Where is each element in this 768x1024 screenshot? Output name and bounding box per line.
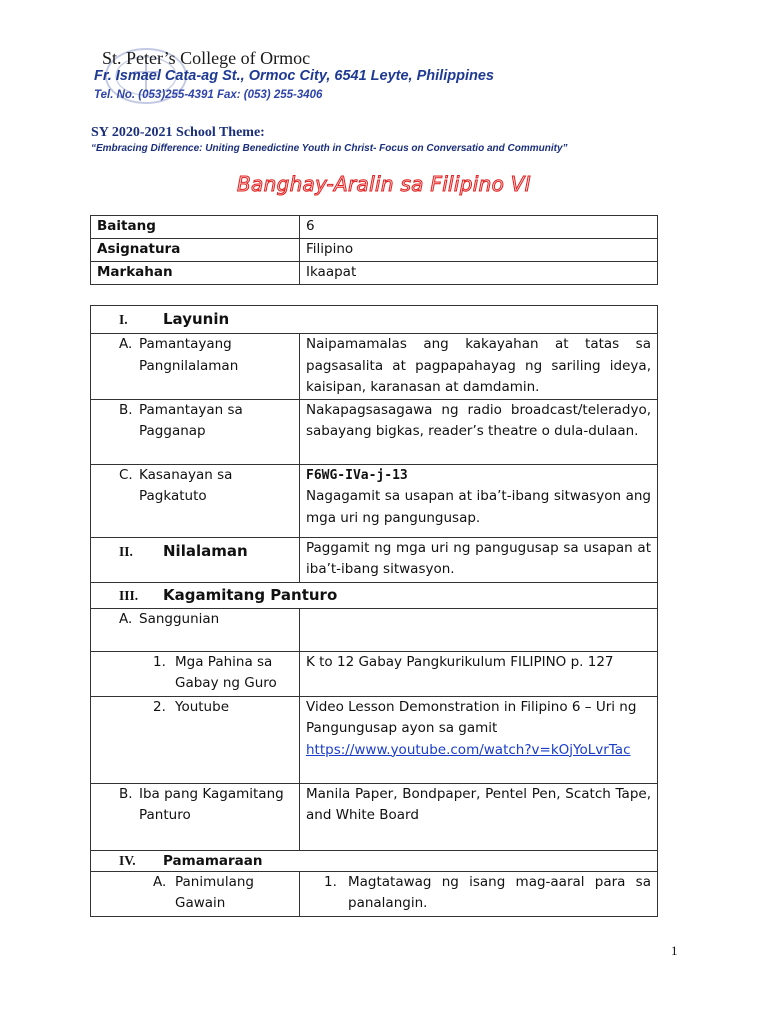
college-address: Fr. Ismael Cata-ag St., Ormoc City, 6541 Leyte, Philippines (94, 68, 494, 84)
info-key: Baitang (91, 216, 300, 239)
item-marker: 2. (153, 698, 166, 715)
row-value (300, 608, 658, 651)
row-label (91, 464, 300, 537)
row-label (91, 783, 300, 850)
item-label: Youtube (175, 698, 229, 715)
info-key: Asignatura (91, 239, 300, 262)
section-label: Kagamitang Panturo (163, 585, 338, 604)
item-label: Panimulang Gawain (175, 873, 254, 911)
item-marker: A. (119, 610, 133, 627)
school-year: SY 2020-2021 School Theme: (91, 125, 265, 140)
college-name: St. Peter’s College of Ormoc (102, 48, 311, 68)
table-row (91, 871, 658, 916)
item-label: Pamantayan sa Pagganap (139, 401, 243, 439)
section-row (91, 582, 658, 608)
item-marker: B. (119, 785, 133, 802)
row-value: Naipamamalas ang kakayahan at tatas sa pagsasalita at pagpapahayag ng sariling ideya, kaisipan, karanasan at damdamin. (300, 334, 658, 400)
item-label: Mga Pahina sa Gabay ng Guro (175, 653, 277, 691)
college-contact: Tel. No. (053)255-4391 Fax: (053) 255-3406 (94, 89, 323, 101)
table-row (91, 651, 658, 696)
item-marker: A. (153, 873, 167, 890)
video-title: Video Lesson Demonstration in Filipino 6 – Uri ng Pangungusap ayon sa gamit (306, 698, 637, 736)
lesson-plan-table (90, 305, 658, 917)
item-label: Kasanayan sa Pagkatuto (139, 466, 233, 504)
row-value (300, 464, 658, 537)
section-number: II. (119, 543, 133, 559)
competency-code: F6WG-IVa-j-13 (306, 467, 408, 483)
item-marker: 1. (153, 653, 166, 670)
row-value: Paggamit ng mga uri ng pangugusap sa usapan at iba’t-ibang sitwasyon. (300, 537, 658, 582)
info-table (90, 215, 658, 285)
section-row (91, 537, 658, 582)
page-number: 1 (671, 943, 678, 958)
section-label: Pamamaraan (163, 852, 263, 869)
row-label (91, 651, 300, 696)
item-label: Sanggunian (139, 610, 220, 627)
table-row (91, 239, 658, 262)
info-value: Filipino (300, 239, 658, 262)
table-row (91, 262, 658, 285)
item-marker: B. (119, 401, 133, 418)
document-title: Banghay-Aralin sa Filipino VI (237, 172, 531, 196)
table-row (91, 696, 658, 783)
section-label: Layunin (163, 310, 230, 328)
row-value (300, 871, 658, 916)
row-value (300, 696, 658, 783)
table-row (91, 216, 658, 239)
section-number: III. (119, 587, 139, 603)
section-nilalaman (91, 537, 300, 582)
row-value: K to 12 Gabay Pangkurikulum FILIPINO p. 127 (300, 651, 658, 696)
table-row (91, 464, 658, 537)
row-label (91, 334, 300, 400)
step-marker: 1. (324, 873, 337, 890)
table-row (91, 608, 658, 651)
item-label: Iba pang Kagamitang Panturo (139, 785, 284, 823)
school-theme: “Embracing Difference: Uniting Benedictine Youth in Christ- Focus on Conversatio and Community” (91, 143, 568, 154)
competency-text: Nagagamit sa usapan at iba’t-ibang sitwasyon ang mga uri ng pangungusap. (306, 488, 651, 526)
info-value: 6 (300, 216, 658, 239)
row-value: Nakapagsasagawa ng radio broadcast/teleradyo, sabayang bigkas, reader’s theatre o dula-dulaan. (300, 399, 658, 464)
section-row (91, 306, 658, 334)
item-marker: A. (119, 336, 133, 352)
info-value: Ikaapat (300, 262, 658, 285)
section-kagamitan (91, 582, 658, 608)
table-row (91, 334, 658, 400)
row-value: Manila Paper, Bondpaper, Pentel Pen, Scatch Tape, and White Board (300, 783, 658, 850)
section-number: IV. (119, 852, 136, 868)
item-marker: C. (119, 466, 133, 483)
row-label (91, 871, 300, 916)
row-label (91, 399, 300, 464)
youtube-link[interactable]: https://www.youtube.com/watch?v=kOjYoLvrTac (306, 741, 631, 758)
section-label: Nilalaman (163, 541, 248, 560)
row-label (91, 696, 300, 783)
table-row (91, 399, 658, 464)
section-layunin (91, 306, 658, 334)
table-row (91, 783, 658, 850)
section-pamamaraan (91, 850, 658, 871)
row-label (91, 608, 300, 651)
item-label: Pamantayang Pangnilalaman (139, 336, 239, 374)
section-row (91, 850, 658, 871)
info-key: Markahan (91, 262, 300, 285)
step-text: Magtatawag ng isang mag-aaral para sa panalangin. (348, 873, 651, 911)
section-number: I. (119, 312, 128, 327)
